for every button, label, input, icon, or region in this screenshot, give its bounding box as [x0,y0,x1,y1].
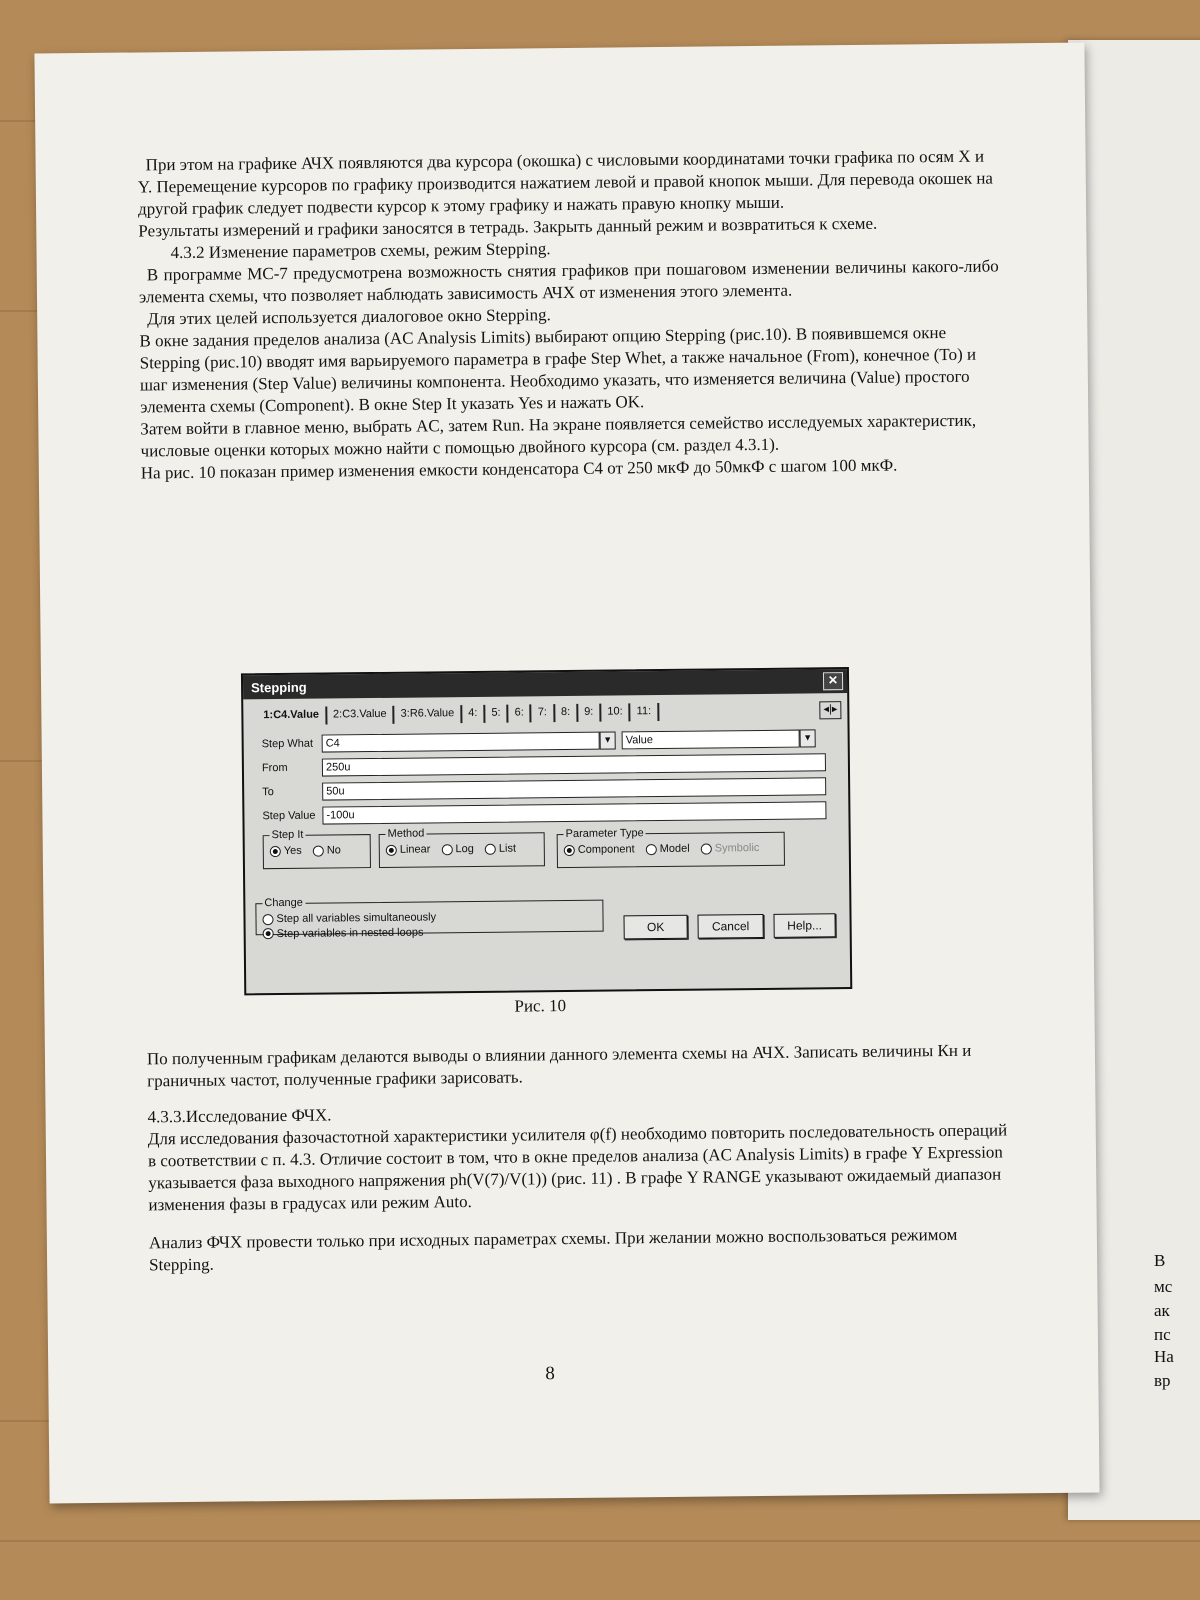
method-log-radio[interactable]: Log [441,843,473,855]
document-page [34,43,1099,1504]
bottom-text-block [147,1039,1009,1276]
from-row [262,753,826,777]
adjacent-fragment: ак [1154,1301,1170,1320]
paragraph: Анализ ФЧХ провести только при исходных параметрах схемы. При желании можно воспользоваться режимом Stepping. [148,1224,958,1275]
step-nested-radio[interactable]: Step variables in nested loops [263,926,424,940]
method-legend: Method [387,827,425,840]
section-heading: 4.3.3.Исследование ФЧХ. [147,1105,332,1127]
to-input[interactable]: 50u [322,777,826,800]
tab-4[interactable]: 4: [462,705,485,723]
tab-c3-value[interactable]: 2:C3.Value [327,706,395,725]
paragraph: При этом на графике АЧХ появляются два курсора (окошка) с числовыми координатами точки графика по осям X и Y. Перемещение курсоров по графику производится нажатием левой и правой кнопок мыши. Для перевода окошек на другой график следует подвести курсор к этому графику и нажать правую кнопку мыши. [137,146,994,219]
step-it-yes-radio[interactable]: Yes [270,845,302,857]
method-linear-radio[interactable]: Linear [386,843,431,855]
paragraph: Для этих целей используется диалоговое окно Stepping. [147,305,551,329]
paragraph: Для исследования фазочастотной характеристики усилителя φ(f) необходимо повторить последовательность операций в соответствии с п. 4.3. Отличие состоит в том, что в окне пределов анализа (AC Analysis Limits) в графе Y Expression указывается фаза выходного напряжения ph(V(7)/V(1)) (рис. 11) . В графе Y RANGE указывают ожидаемый диапазон изменения фазы в градусах или режим Auto. [147,1120,1008,1215]
adjacent-fragment: В [1154,1251,1166,1270]
to-row [262,777,826,801]
parameter-type-legend: Parameter Type [565,827,644,841]
method-group [379,826,545,868]
step-what-row [262,729,816,753]
paragraph: По полученным графикам делаются выводы о влиянии данного элемента схемы на АЧХ. Записать величины Кн и граничных частот, полученные графики зарисовать. [146,1040,972,1091]
tab-10[interactable]: 10: [601,703,630,721]
from-input[interactable]: 250u [322,753,826,776]
adjacent-fragment: пс [1154,1325,1171,1344]
tab-6[interactable]: 6: [509,704,532,722]
step-value-label: Step Value [262,809,316,823]
figure-caption: Рис. 10 [514,996,567,1016]
method-list-radio[interactable]: List [485,843,516,855]
tab-5[interactable]: 5: [485,705,508,723]
stepping-dialog [241,667,852,995]
paragraph: Результаты измерений и графики заносятся в тетрадь. Закрыть данный режим и возвратиться к схеме. [138,213,878,241]
paragraph: В программе МС-7 предусмотрена возможность снятия графиков при пошаговом изменении величины какого-либо элемента схемы, что позволяет наблюдать зависимость АЧХ от изменения этого элемента. [138,256,999,307]
tab-8[interactable]: 8: [555,704,578,722]
top-text-block [137,145,1000,484]
step-what-label: Step What [261,737,314,751]
chevron-down-icon[interactable]: ▼ [600,731,616,749]
help-button[interactable]: Help... [773,913,835,938]
ok-button[interactable]: OK [623,915,687,940]
to-label: To [262,786,274,799]
step-value-row [262,801,826,825]
paragraph: На рис. 10 показан пример изменения емкости конденсатора С4 от 250 мкФ до 50мкФ с шагом 100 мкФ. [140,455,898,483]
symbolic-radio[interactable]: Symbolic [701,842,760,855]
step-it-legend: Step It [271,828,304,842]
step-it-no-radio[interactable]: No [313,844,341,856]
adjacent-fragment: мс [1154,1277,1173,1296]
adjacent-fragment: На [1154,1347,1174,1366]
change-legend: Change [264,896,303,910]
model-radio[interactable]: Model [646,843,690,855]
tab-c4-value[interactable]: 1:C4.Value [257,707,327,726]
step-value-input[interactable]: -100u [322,801,826,824]
tab-scroll-arrows-icon[interactable]: ◂|▸ [819,701,841,719]
step-all-radio[interactable]: Step all variables simultaneously [262,911,436,925]
chevron-down-icon[interactable]: ▼ [800,729,816,747]
from-label: From [261,761,288,775]
step-what-select[interactable]: C4 [322,732,600,753]
parameter-type-group [557,826,785,868]
tab-strip [257,701,841,725]
tab-7[interactable]: 7: [532,704,555,722]
dialog-title: Stepping [251,679,307,695]
dialog-titlebar [243,669,847,699]
page-number: 8 [545,1363,555,1385]
paragraph: В окне задания пределов анализа (AC Analysis Limits) выбирают опцию Stepping (рис.10). В появившемся окне Stepping (рис.10) вводят имя варьируемого параметра в графе Step Whet, а также начальное (From), конечное (To) и шаг изменения (Step Value) величины компонента. Необходимо указать, что изменяется величина (Value) простого элемента схемы (Component). В окне Step It указать Yes и нажать OK. [139,323,977,417]
tab-11[interactable]: 11: [631,703,660,721]
adjacent-fragment: вр [1154,1371,1171,1390]
paragraph: Затем войти в главное меню, выбрать AC, затем Run. На экране появляется семейство исследуемых характеристик, числовые оценки которых можно найти с помощью двойного курсора (см. раздел 4.3.1). [140,410,977,461]
close-icon[interactable]: ✕ [823,672,843,690]
section-heading: 4.3.2 Изменение параметров схемы, режим Stepping. [170,239,551,263]
tab-r6-value[interactable]: 3:R6.Value [395,705,463,724]
component-radio[interactable]: Component [564,843,635,856]
cancel-button[interactable]: Cancel [697,914,763,939]
step-it-group [263,828,371,869]
change-group [255,894,603,940]
property-select[interactable]: Value [622,730,800,750]
tab-9[interactable]: 9: [578,704,601,722]
